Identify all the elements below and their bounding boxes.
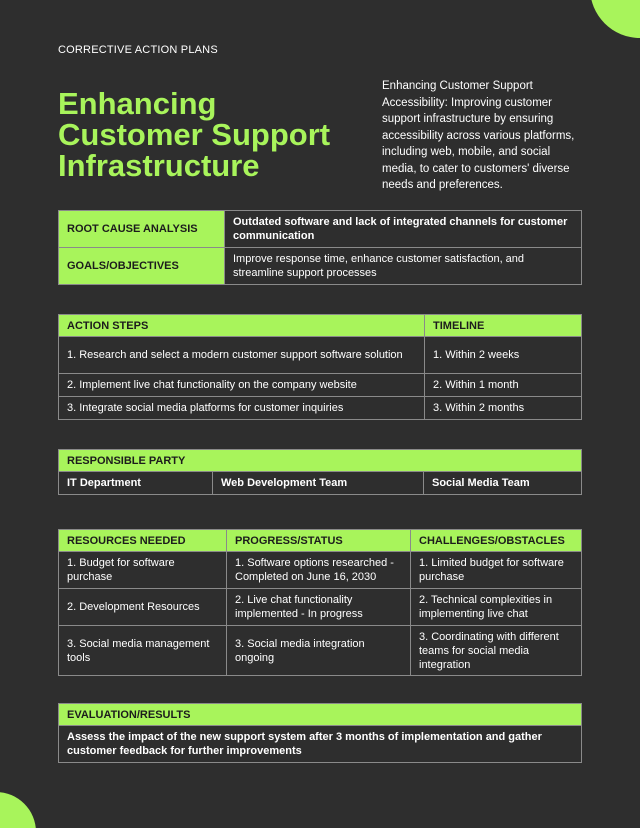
goals-value: Improve response time, enhance customer satisfaction, and streamline support processes	[225, 248, 582, 285]
column-header: RESPONSIBLE PARTY	[59, 450, 582, 472]
table-row	[59, 589, 582, 626]
table-header-row	[59, 530, 582, 552]
table-row	[59, 472, 582, 495]
action-step: 3. Integrate social media platforms for customer inquiries	[59, 397, 425, 420]
column-header: TIMELINE	[425, 315, 582, 337]
team-cell: Social Media Team	[424, 472, 582, 495]
column-header: RESOURCES NEEDED	[59, 530, 227, 552]
column-header: CHALLENGES/OBSTACLES	[411, 530, 582, 552]
timeline: 3. Within 2 months	[425, 397, 582, 420]
resource-cell: 2. Development Resources	[59, 589, 227, 626]
goals-label: GOALS/OBJECTIVES	[59, 248, 225, 285]
table-header-row	[59, 315, 582, 337]
evaluation-text: Assess the impact of the new support system after 3 months of implementation and gather customer feedback for further improvements	[59, 726, 582, 763]
table-row	[59, 626, 582, 676]
analysis-table	[58, 210, 582, 285]
table-row	[59, 397, 582, 420]
action-step: 2. Implement live chat functionality on the company website	[59, 374, 425, 397]
challenge-cell: 3. Coordinating with different teams for social media integration	[411, 626, 582, 676]
resource-cell: 1. Budget for software purchase	[59, 552, 227, 589]
table-row	[59, 211, 582, 248]
root-cause-value: Outdated software and lack of integrated channels for customer communication	[225, 211, 582, 248]
timeline: 1. Within 2 weeks	[425, 337, 582, 374]
table-row	[59, 374, 582, 397]
evaluation-table	[58, 703, 582, 763]
eyebrow-label: CORRECTIVE ACTION PLANS	[58, 44, 218, 56]
timeline: 2. Within 1 month	[425, 374, 582, 397]
status-cell: 2. Live chat functionality implemented - In progress	[227, 589, 411, 626]
table-header-row	[59, 704, 582, 726]
table-row	[59, 337, 582, 374]
resource-cell: 3. Social media management tools	[59, 626, 227, 676]
responsible-party-table	[58, 449, 582, 495]
table-row	[59, 726, 582, 763]
team-cell: Web Development Team	[213, 472, 424, 495]
intro-paragraph: Enhancing Customer Support Accessibility: Improving customer support infrastructure by ensuring accessibility across various platforms, including web, mobile, and social media, to cater to customers' diverse needs and preferences.	[382, 80, 575, 191]
column-header: ACTION STEPS	[59, 315, 425, 337]
table-header-row	[59, 450, 582, 472]
table-row	[59, 248, 582, 285]
status-cell: 1. Software options researched - Completed on June 16, 2030	[227, 552, 411, 589]
action-step: 1. Research and select a modern customer support software solution	[59, 337, 425, 374]
status-cell: 3. Social media integration ongoing	[227, 626, 411, 676]
page-title: Enhancing Customer Support Infrastructure	[58, 86, 331, 183]
root-cause-label: ROOT CAUSE ANALYSIS	[59, 211, 225, 248]
table-row	[59, 552, 582, 589]
challenge-cell: 1. Limited budget for software purchase	[411, 552, 582, 589]
action-steps-table	[58, 314, 582, 420]
challenge-cell: 2. Technical complexities in implementing live chat	[411, 589, 582, 626]
column-header: EVALUATION/RESULTS	[59, 704, 582, 726]
corner-circle-top-right	[590, 0, 640, 38]
team-cell: IT Department	[59, 472, 213, 495]
corner-circle-bottom-left	[0, 792, 36, 828]
column-header: PROGRESS/STATUS	[227, 530, 411, 552]
resources-table	[58, 529, 582, 676]
